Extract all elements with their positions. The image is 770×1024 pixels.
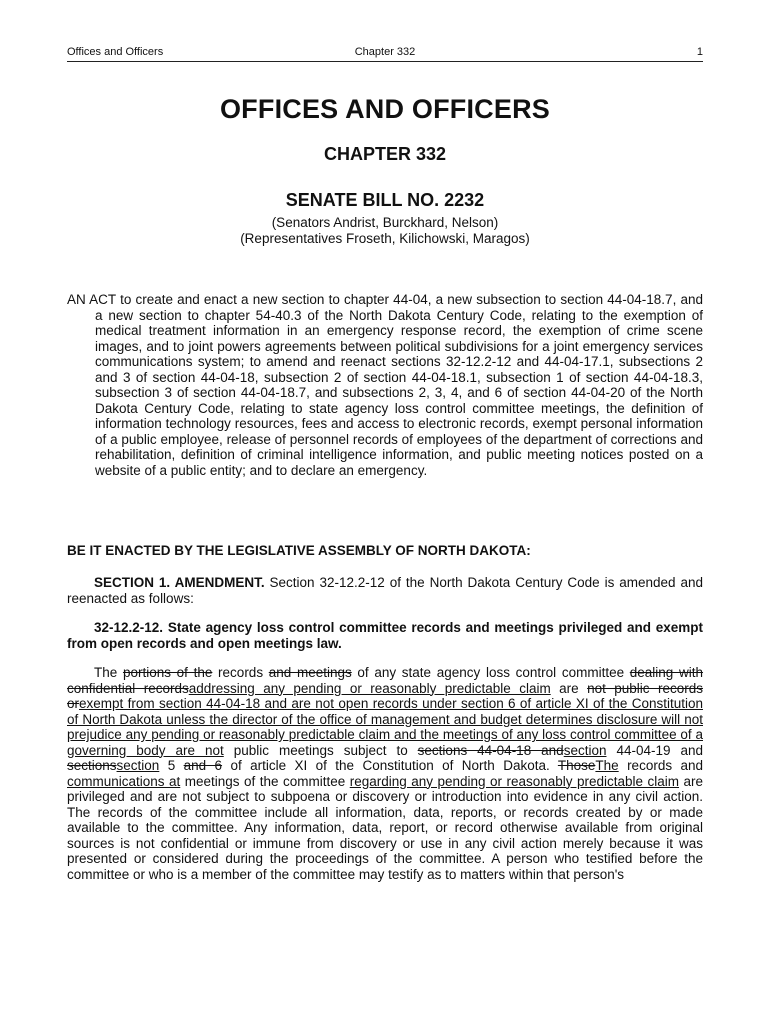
inserted-text: communications at	[67, 773, 181, 789]
bill-number: SENATE BILL NO. 2232	[285, 190, 485, 210]
senators-line: (Senators Andrist, Burckhard, Nelson)	[271, 215, 499, 230]
section-title-text: State agency loss control committee records and meetings privileged and exempt from open records and open meetings law.	[67, 620, 703, 651]
representatives-line: (Representatives Froseth, Kilichowski, Maragos)	[240, 231, 530, 246]
paragraph-text: public meetings subject to	[223, 742, 418, 758]
paragraph-text: 44-04-19 and	[606, 742, 703, 758]
paragraph-text: of article XI of the Constitution of North Dakota.	[222, 758, 558, 773]
deleted-text: portions of the	[122, 665, 213, 680]
deleted-text: and meetings	[268, 665, 352, 680]
deleted-text: sections 44-04-18 and	[417, 742, 564, 758]
paragraph-text: meetings of the committee	[180, 773, 350, 789]
section-number: 32-12.2-12.	[94, 620, 164, 635]
paragraph-text: records	[212, 665, 269, 680]
deleted-text: not public records or	[67, 680, 703, 711]
running-header	[67, 46, 703, 60]
section-1-paragraph	[67, 575, 703, 606]
enacting-clause: BE IT ENACTED BY THE LEGISLATIVE ASSEMBLY OF NORTH DAKOTA:	[67, 543, 531, 558]
paragraph-text: The	[94, 665, 123, 680]
inserted-text: exempt from section 44-04-18 and are not open records under section 6 of article XI of the Constitution of North Dakota unless the director of the office of management and budget determines disclosure will not prejudice any pending or reasonably predictable claim and the meetings of any loss control committee of a governing body are not	[67, 696, 703, 758]
deleted-text: dealing with confidential records	[67, 665, 704, 696]
document-title: OFFICES AND OFFICERS	[219, 94, 550, 124]
section-1-text: Section 32-12.2-12 of the North Dakota Century Code is amended and reenacted as follows:	[67, 575, 703, 606]
deleted-text: sections	[67, 758, 117, 773]
inserted-text: section	[563, 742, 607, 758]
paragraph-text: records and	[618, 758, 703, 773]
section-heading	[67, 620, 703, 651]
act-paragraph: AN ACT to create and enact a new section to chapter 44-04, a new subsection to section 44-04-18.7, and a new section to chapter 54-40.3 of the North Dakota Century Code, relating to the exemption of medical treatment information in an emergency response record, the exemption of crime scene images, and to joint powers agreements between political subdivisions for a joint emergency services communications system; to amend and reenact sections 32-12.2-12 and 44-04-17.1, subsections 2 and 3 of section 44-04-18, subsection 2 of section 44-04-18.1, subsection 1 of section 44-04-18.3, subsection 3 of section 44-04-18.7, and subsections 2, 3, 4, and 6 of section 44-04-20 of the North Dakota Century Code, relating to state agency loss control committee meetings, the definition of information technology resources, fees and access to electronic records, exempt personal information of a public employee, release of personnel records of employees of the department of corrections and rehabilitation, definition of criminal intelligence information, and public meeting notices posted on a website of a public entity; and to declare an emergency.	[67, 292, 703, 478]
amended-paragraph	[67, 665, 703, 882]
chapter-heading: CHAPTER 332	[323, 144, 447, 164]
inserted-text: The	[595, 758, 619, 773]
section-1-label: SECTION 1. AMENDMENT.	[94, 575, 265, 590]
sponsors	[0, 215, 770, 247]
header-rule	[67, 61, 703, 62]
paragraph-text: are	[550, 680, 588, 696]
header-left: Offices and Officers	[67, 46, 164, 58]
inserted-text: section	[116, 758, 160, 773]
paragraph-text: 5	[159, 758, 184, 773]
deleted-text: and 6	[183, 758, 223, 773]
paragraph-text: of any state agency loss control committee	[351, 665, 630, 680]
inserted-text: regarding any pending or reasonably predictable claim	[349, 773, 680, 789]
paragraph-text: are privileged and are not subject to subpoena or discovery or introduction into evidence in any civil action. The records of the committee include all information, data, reports, or records created by or made available to the committee. Any information, data, report, or record otherwise available from original sources is not confidential or immune from discovery or use in any civil action merely because it was presented or considered during the proceedings of the committee. A person who testified before the committee or who is a member of the committee may testify as to matters within that person's	[67, 773, 704, 882]
deleted-text: Those	[557, 758, 596, 773]
inserted-text: addressing any pending or reasonably predictable claim	[188, 680, 551, 696]
header-center: Chapter 332	[354, 46, 416, 58]
page-number: 1	[696, 46, 703, 58]
